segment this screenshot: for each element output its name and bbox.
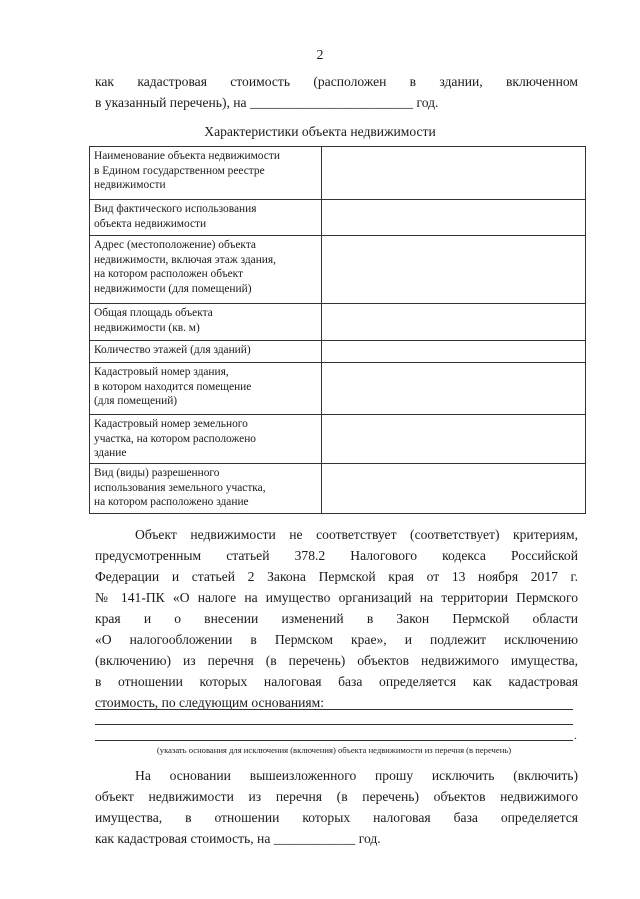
- body-line: № 141-ПК «О налоге на имущество организаций на территории Пермского: [95, 590, 578, 605]
- basis-entry-line[interactable]: [95, 724, 573, 725]
- body-line: Федерации и статьей 2 Закона Пермской края от 13 ноября 2017 г.: [95, 569, 578, 584]
- intro-line: в указанный перечень), на ________________________ год.: [95, 95, 439, 110]
- table-row: [90, 464, 586, 514]
- row-value-field[interactable]: [322, 200, 586, 236]
- row-value-field[interactable]: [322, 236, 586, 304]
- label-line: недвижимости (кв. м): [94, 321, 200, 334]
- label-line: Адрес (местоположение) объекта: [94, 239, 256, 251]
- characteristics-table: [89, 146, 586, 514]
- closing-line: как кадастровая стоимость, на ____________ год.: [95, 831, 381, 846]
- basis-entry-line[interactable]: [95, 709, 573, 710]
- intro-line: как кадастровая стоимость (расположен в здании, включенном: [95, 74, 578, 89]
- label-line: (для помещений): [94, 395, 178, 407]
- table-row: [90, 363, 586, 415]
- row-value-field[interactable]: [322, 415, 586, 464]
- table-row: [90, 415, 586, 464]
- body-line: стоимость, по следующим основаниям:: [95, 695, 325, 710]
- label-line: объекта недвижимости: [94, 217, 207, 230]
- row-label: [90, 147, 322, 200]
- table-row: [90, 200, 586, 236]
- row-label: [90, 200, 322, 236]
- row-value-field[interactable]: [322, 363, 586, 415]
- table-row: [90, 304, 586, 341]
- body-line: в отношении которых налоговая база определяется как кадастровая: [95, 674, 578, 689]
- row-label: [90, 304, 322, 341]
- page-number: 2: [316, 48, 324, 63]
- row-value-field[interactable]: [322, 464, 586, 514]
- basis-caption: (указать основания для исключения (включения) объекта недвижимости из перечня (в перечень): [156, 745, 512, 755]
- basis-entry-line[interactable]: [95, 740, 573, 741]
- label-line: Вид фактического использования: [94, 203, 257, 215]
- row-label: [90, 236, 322, 304]
- row-label: [90, 363, 322, 415]
- label-line: Вид (виды) разрешенного: [94, 467, 220, 479]
- row-value-field[interactable]: [322, 341, 586, 363]
- closing-paragraph: [95, 765, 578, 849]
- body-line: края и о внесении изменений в Закон Пермской области: [95, 611, 578, 626]
- label-line: Количество этажей (для зданий): [94, 344, 251, 356]
- label-line: в Едином государственном реестре: [94, 164, 265, 177]
- label-line: участка, на котором расположено: [94, 432, 256, 445]
- body-line: (включению) из перечня (в перечень) объектов недвижимого имущества,: [95, 653, 578, 668]
- label-line: Общая площадь объекта: [94, 307, 213, 319]
- label-line: на котором расположено здание: [94, 496, 249, 508]
- body-line: «О налогообложении в Пермском крае», и подлежит исключению: [95, 632, 578, 647]
- row-value-field[interactable]: [322, 147, 586, 200]
- table-row: [90, 341, 586, 363]
- label-line: недвижимости (для помещений): [94, 282, 252, 295]
- label-line: Кадастровый номер здания,: [94, 366, 229, 378]
- closing-line: объект недвижимости из перечня (в перечень) объектов недвижимого: [95, 789, 578, 804]
- row-label: [90, 341, 322, 363]
- label-line: недвижимости: [94, 179, 166, 191]
- row-label: [90, 464, 322, 514]
- section-heading: Характеристики объекта недвижимости: [204, 124, 436, 139]
- label-line: на котором расположен объект: [94, 268, 244, 280]
- label-line: использования земельного участка,: [94, 481, 266, 494]
- row-label: [90, 415, 322, 464]
- label-line: в котором находится помещение: [94, 380, 252, 393]
- row-value-field[interactable]: [322, 304, 586, 341]
- label-line: Наименование объекта недвижимости: [94, 150, 280, 162]
- body-line: предусмотренным статьей 378.2 Налогового кодекса Российской: [95, 548, 578, 563]
- table-row: [90, 147, 586, 200]
- body-line: Объект недвижимости не соответствует (соответствует) критериям,: [135, 527, 578, 542]
- table-row: [90, 236, 586, 304]
- end-mark: .: [574, 728, 577, 742]
- closing-line: На основании вышеизложенного прошу исключить (включить): [135, 768, 578, 783]
- body-paragraph: [95, 524, 578, 713]
- closing-line: имущества, в отношении которых налоговая база определяется: [95, 810, 578, 825]
- label-line: здание: [94, 447, 127, 459]
- label-line: недвижимости, включая этаж здания,: [94, 253, 276, 266]
- label-line: Кадастровый номер земельного: [94, 418, 248, 430]
- intro-paragraph: [95, 71, 578, 113]
